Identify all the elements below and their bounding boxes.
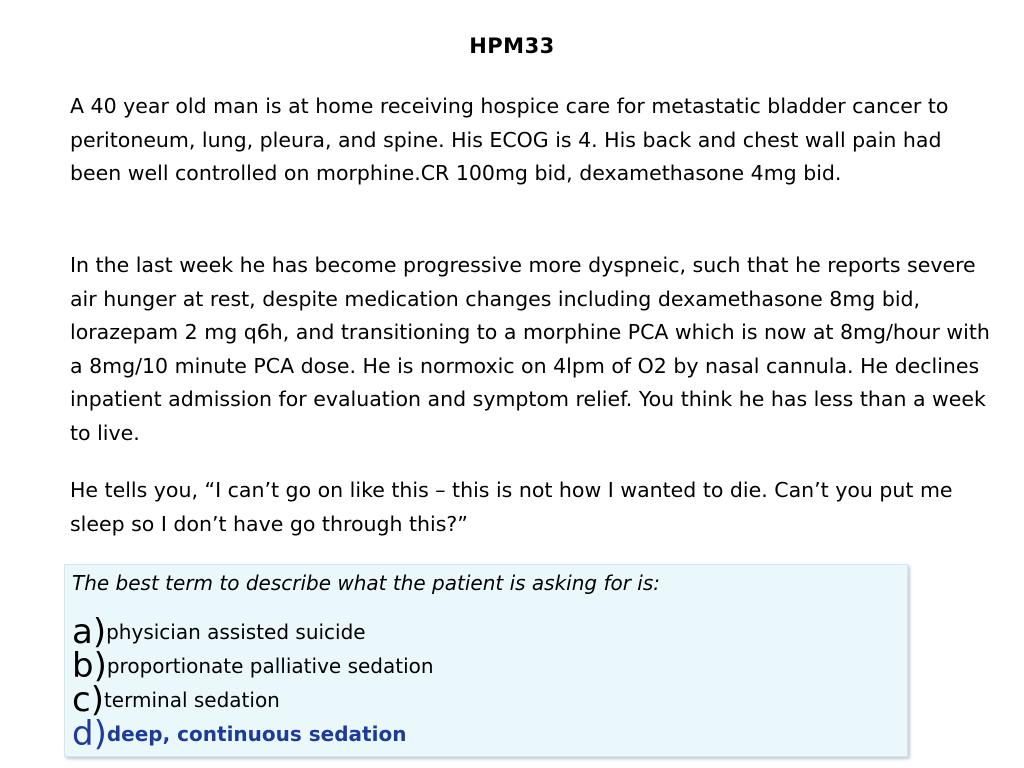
option-c[interactable] (72, 680, 434, 720)
case-paragraph-3: He tells you, “I can’t go on like this – this is not how I wanted to die. Can’t you put me sleep so I don’t have go through this?” (70, 478, 953, 536)
option-letter: d) (72, 714, 107, 754)
case-paragraph-2: In the last week he has become progressive more dyspneic, such that he reports severe air hunger at rest, despite medication changes including dexamethasone 8mg bid, lorazepam 2 mg q6h, and transitioning to a morphine PCA which is now at 8mg/hour with a 8mg/10 minute PCA dose. He is normoxic on 4lpm of O2 by nasal cannula. He declines inpatient admission for evaluation and symptom relief. You think he has less than a week to live. (70, 253, 990, 445)
option-b[interactable] (72, 646, 434, 686)
option-text: deep, continuous sedation (106, 722, 407, 746)
option-d-correct[interactable] (72, 714, 434, 754)
option-text: terminal sedation (103, 688, 280, 712)
option-a[interactable] (72, 612, 434, 652)
question-text: The best term to describe what the patient is asking for is: (72, 571, 661, 595)
question-box (64, 564, 908, 757)
option-text: physician assisted suicide (106, 620, 366, 644)
answer-options (72, 612, 434, 754)
slide-title: HPM33 (469, 34, 555, 58)
option-letter: a) (72, 612, 107, 652)
option-letter: c) (72, 680, 104, 720)
case-paragraph-1: A 40 year old man is at home receiving hospice care for metastatic bladder cancer to peritoneum, lung, pleura, and spine. His ECOG is 4. His back and chest wall pain had been well controlled on morphine.CR 100mg bid, dexamethasone 4mg bid. (70, 94, 949, 185)
option-text: proportionate palliative sedation (106, 654, 434, 678)
option-letter: b) (72, 646, 107, 686)
